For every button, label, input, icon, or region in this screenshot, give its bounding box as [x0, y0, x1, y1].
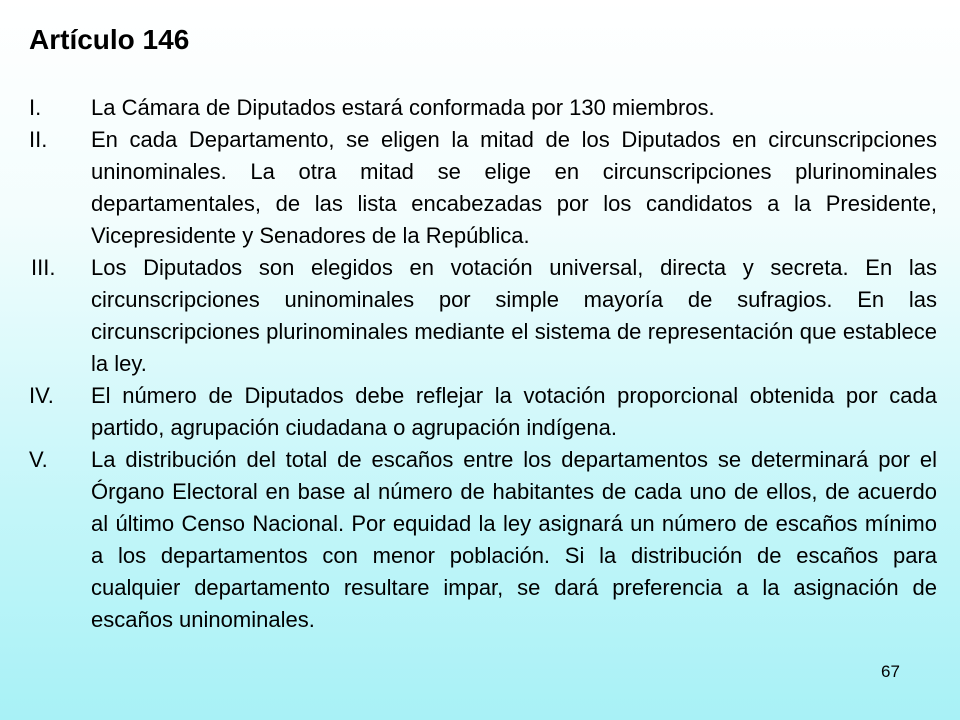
article-item-3: [29, 252, 937, 380]
slide-title: Artículo 146: [29, 24, 190, 55]
item-number: I.: [29, 95, 42, 120]
item-number: II.: [29, 127, 48, 152]
item-text: Los Diputados son elegidos en votación universal, directa y secreta. En las circunscripciones uninominales por simple mayoría de sufragios. En las circunscripciones plurinominales mediante el sistema de representación que establece la ley.: [91, 255, 937, 376]
item-text: En cada Departamento, se eligen la mitad de los Diputados en circunscripciones uninominales. La otra mitad se elige en circunscripciones plurinominales departamentales, de las lista encabezadas por los candidatos a la Presidente, Vicepresidente y Senadores de la República.: [91, 127, 937, 248]
page-number: 67: [881, 662, 900, 681]
article-list: [29, 92, 937, 636]
article-item-1: [29, 92, 937, 124]
item-text: La Cámara de Diputados estará conformada por 130 miembros.: [91, 95, 715, 120]
item-text: El número de Diputados debe reflejar la votación proporcional obtenida por cada partido, agrupación ciudadana o agrupación indígena.: [91, 383, 937, 440]
item-number: IV.: [29, 383, 54, 408]
article-item-5: [29, 444, 937, 636]
item-text: La distribución del total de escaños entre los departamentos se determinará por el Órgano Electoral en base al número de habitantes de cada uno de ellos, de acuerdo al último Censo Nacional. Por equidad la ley asignará un número de escaños mínimo a los departamentos con menor población. Si la distribución de escaños para cualquier departamento resultare impar, se dará preferencia a la asignación de escaños uninominales.: [91, 447, 937, 632]
article-item-2: [29, 124, 937, 252]
article-item-4: [29, 380, 937, 444]
item-number: III.: [31, 255, 56, 280]
item-number: V.: [29, 447, 48, 472]
